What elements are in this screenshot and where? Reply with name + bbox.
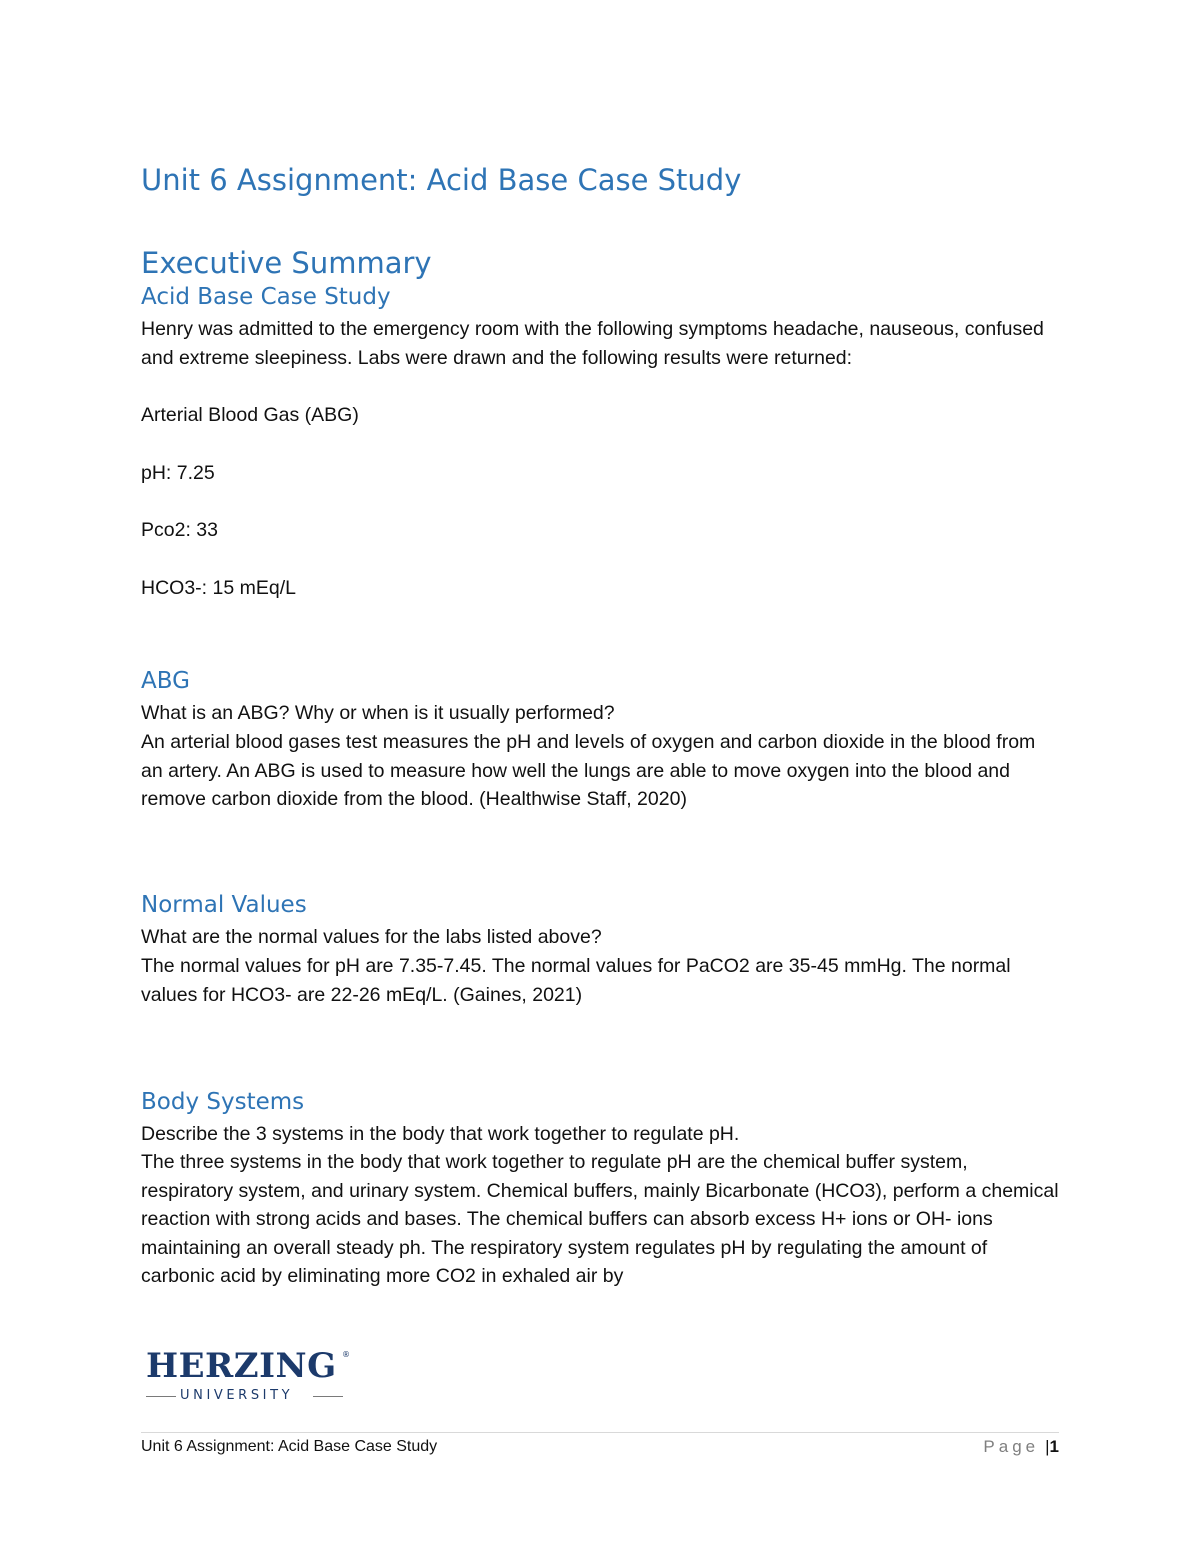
footer-page-indicator bbox=[983, 1437, 1059, 1457]
document-title: Unit 6 Assignment: Acid Base Case Study bbox=[141, 163, 742, 197]
footer-page-number: 1 bbox=[1049, 1437, 1059, 1456]
abg-heading: ABG bbox=[141, 668, 190, 694]
executive-summary-heading: Executive Summary bbox=[141, 246, 432, 280]
case-intro-paragraph: Henry was admitted to the emergency room with the following symptoms headache, nauseous, confused and extreme sleepiness. Labs were drawn and the following results were returned: bbox=[141, 318, 1044, 369]
herzing-university-logo bbox=[146, 1346, 351, 1408]
case-study-subheading: Acid Base Case Study bbox=[141, 284, 391, 310]
footer-divider bbox=[141, 1432, 1059, 1433]
normal-values-heading: Normal Values bbox=[141, 892, 307, 918]
body-systems-heading: Body Systems bbox=[141, 1089, 305, 1115]
abg-question: What is an ABG? Why or when is it usually performed? bbox=[141, 702, 615, 724]
abg-answer: An arterial blood gases test measures the pH and levels of oxygen and carbon dioxide in the blood from an artery. An ABG is used to measure how well the lungs are able to move oxygen into the blood and remove carbon dioxide from the blood. (Healthwise Staff, 2020) bbox=[141, 731, 1036, 811]
logo-rule-left bbox=[146, 1396, 176, 1397]
pco2-value: Pco2: 33 bbox=[141, 519, 218, 541]
logo-subtitle-block bbox=[146, 1387, 351, 1405]
logo-registered-mark: ® bbox=[342, 1350, 350, 1359]
logo-rule-right bbox=[313, 1396, 343, 1397]
footer-page-label: Page bbox=[983, 1437, 1040, 1456]
body-systems-question: Describe the 3 systems in the body that work together to regulate pH. bbox=[141, 1123, 740, 1145]
footer-separator: | bbox=[1045, 1437, 1050, 1456]
logo-subtitle: UNIVERSITY bbox=[180, 1388, 294, 1403]
body-systems-answer: The three systems in the body that work together to regulate pH are the chemical buffer system, respiratory system, and urinary system. Chemical buffers, mainly Bicarbonate (HCO3), perform a chemical reaction with strong acids and bases. The chemical buffers can absorb excess H+ ions or OH- ions maintaining an overall steady ph. The respiratory system regulates pH by regulating the amount of carbonic acid by eliminating more CO2 in exhaled air by bbox=[141, 1151, 1059, 1288]
ph-value: pH: 7.25 bbox=[141, 462, 215, 484]
normal-values-answer: The normal values for pH are 7.35-7.45. The normal values for PaCO2 are 35-45 mmHg. The normal values for HCO3- are 22-26 mEq/L. (Gaines, 2021) bbox=[141, 955, 1011, 1006]
abg-label: Arterial Blood Gas (ABG) bbox=[141, 404, 359, 426]
logo-wordmark: HERZING bbox=[146, 1346, 337, 1386]
footer-title: Unit 6 Assignment: Acid Base Case Study bbox=[141, 1438, 438, 1455]
hco3-value: HCO3-: 15 mEq/L bbox=[141, 577, 296, 599]
normal-values-question: What are the normal values for the labs listed above? bbox=[141, 926, 602, 948]
